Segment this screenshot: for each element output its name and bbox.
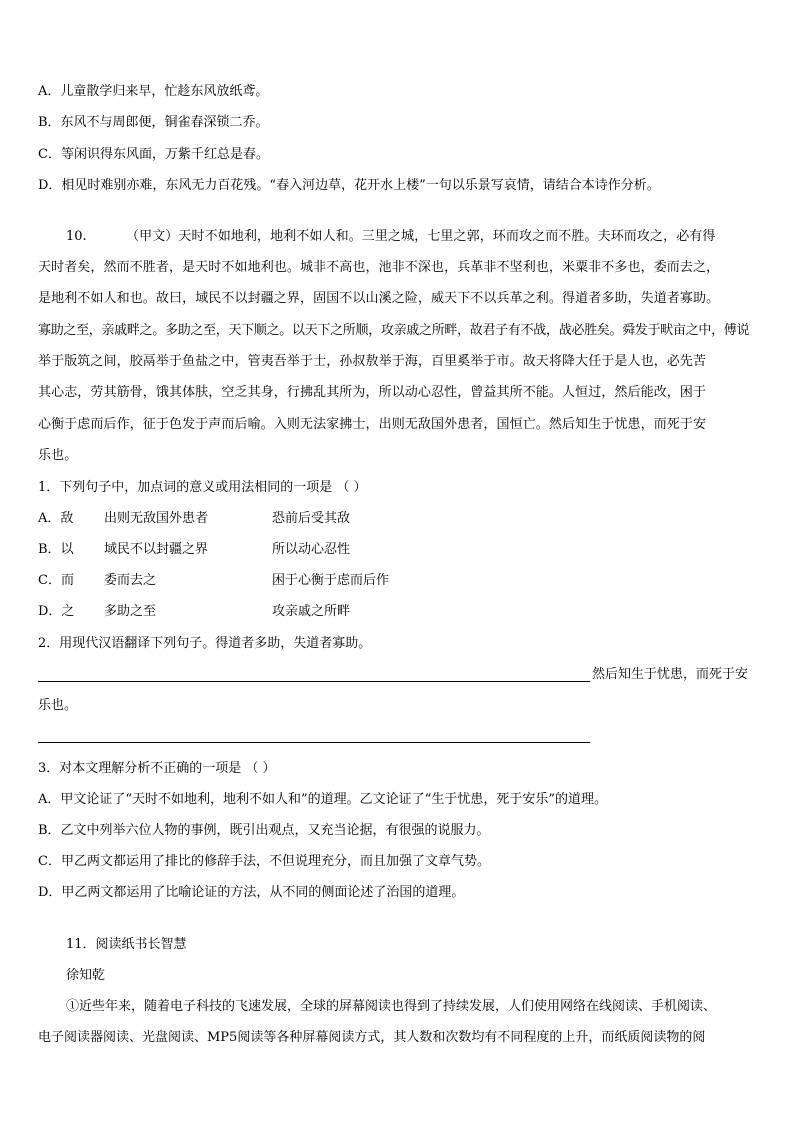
answer-blank-line[interactable] bbox=[38, 681, 590, 682]
q10-sub2-trailing-text: 乐也。 bbox=[38, 698, 78, 713]
q10-sub1-option-sentence: 域民不以封疆之界 bbox=[104, 542, 209, 557]
q10-passage-line: 乐也。 bbox=[38, 448, 78, 463]
q10-sub3-option-a: A．甲文论证了“天时不如地利，地利不如人和”的道理。乙文论证了“生于忧患，死于安乐”的道理。 bbox=[38, 792, 607, 807]
q10-passage-line: 天时者矣，然而不胜者，是天时不如地利也。城非不高也，池非不深也，兵革非不坚利也，米粟非不多也，委而去之， bbox=[38, 260, 720, 275]
q10-sub1-option-sentence: 所以动心忍性 bbox=[272, 542, 351, 557]
q10-sub1-stem: 1．下列句子中，加点词的意义或用法相同的一项是 （ ） bbox=[38, 480, 367, 495]
q10-passage-line: 心衡于虑而后作，征于色发于声而后喻。入则无法家拂士，出则无敌国外患者，国恒亡。然后知生于忧患，而死于安 bbox=[38, 417, 707, 432]
q10-sub1-option-sentence: 困于心衡于虑而后作 bbox=[272, 573, 390, 588]
q10-passage-line: 举于版筑之间，胶鬲举于鱼盐之中，管夷吾举于士，孙叔敖举于海，百里奚举于市。故天将降大任于是人也，必先苦 bbox=[38, 354, 707, 369]
q10-passage-line: 其心志，劳其筋骨，饿其体肤，空乏其身，行拂乱其所为，所以动心忍性，曾益其所不能。人恒过，然后能改，困于 bbox=[38, 385, 707, 400]
q10-sub2-trailing-text: 然后知生于忧患，而死于安 bbox=[592, 667, 749, 682]
q11-paragraph-line: 电子阅读器阅读、光盘阅读、MP5阅读等各种屏幕阅读方式，其人数和次数均有不同程度的上升，而纸质阅读物的阅 bbox=[38, 1030, 706, 1045]
q9-option-c: C．等闲识得东风面，万紫千红总是春。 bbox=[38, 147, 269, 162]
q9-option-b: B．东风不与周郎便，铜雀春深锁二乔。 bbox=[38, 115, 269, 130]
q11-paragraph-line: ①近些年来，随着电子科技的飞速发展，全球的屏幕阅读也得到了持续发展，人们使用网络在线阅读、手机阅读、 bbox=[66, 999, 717, 1014]
q10-sub1-option-sentence: 攻亲戚之所畔 bbox=[272, 604, 351, 619]
q10-sub1-option-label: B．以 bbox=[38, 542, 74, 557]
q10-sub3-option-d: D．甲乙两文都运用了比喻论证的方法，从不同的侧面论述了治国的道理。 bbox=[38, 885, 465, 900]
q10-passage-line: 寡助之至，亲戚畔之。多助之至，天下顺之。以天下之所顺，攻亲戚之所畔，故君子有不战，战必胜矣。舜发于畎亩之中，傅说 bbox=[38, 323, 750, 338]
q10-sub1-option-sentence: 多助之至 bbox=[104, 604, 157, 619]
q10-sub2-stem: 2．用现代汉语翻译下列句子。得道者多助，失道者寡助。 bbox=[38, 636, 372, 651]
q10-passage-line: （甲文）天时不如地利，地利不如人和。三里之城，七里之郭，环而攻之而不胜。夫环而攻之，必有得 bbox=[126, 229, 716, 244]
q10-sub1-option-sentence: 恐前后受其敌 bbox=[272, 511, 351, 526]
q10-passage-line: 是地利不如人和也。故曰，域民不以封疆之界，固国不以山溪之险，威天下不以兵革之利。得道者多助，失道者寡助。 bbox=[38, 291, 720, 306]
q10-sub1-option-sentence: 委而去之 bbox=[104, 573, 157, 588]
q10-sub3-stem: 3．对本文理解分析不正确的一项是 （ ） bbox=[38, 761, 276, 776]
answer-blank-line[interactable] bbox=[38, 742, 590, 743]
q10-number: 10. bbox=[66, 229, 87, 244]
q9-option-d: D．相见时难别亦难，东风无力百花残。“春入河边草，花开水上楼”一句以乐景写哀情，请结合本诗作分析。 bbox=[38, 178, 660, 193]
q10-sub1-option-sentence: 出则无敌国外患者 bbox=[104, 511, 209, 526]
q10-sub3-option-c: C．甲乙两文都运用了排比的修辞手法，不但说理充分，而且加强了文章气势。 bbox=[38, 854, 490, 869]
q10-sub1-option-label: A．敌 bbox=[38, 511, 74, 526]
q11-author: 徐知乾 bbox=[66, 968, 106, 983]
q10-sub1-option-label: C．而 bbox=[38, 573, 74, 588]
q11-title: 11．阅读纸书长智慧 bbox=[66, 937, 187, 952]
q10-sub1-option-label: D．之 bbox=[38, 604, 75, 619]
q10-sub3-option-b: B．乙文中列举六位人物的事例，既引出观点，又充当论据，有很强的说服力。 bbox=[38, 823, 490, 838]
q9-option-a: A．儿童散学归来早，忙趁东风放纸鸢。 bbox=[38, 84, 269, 99]
